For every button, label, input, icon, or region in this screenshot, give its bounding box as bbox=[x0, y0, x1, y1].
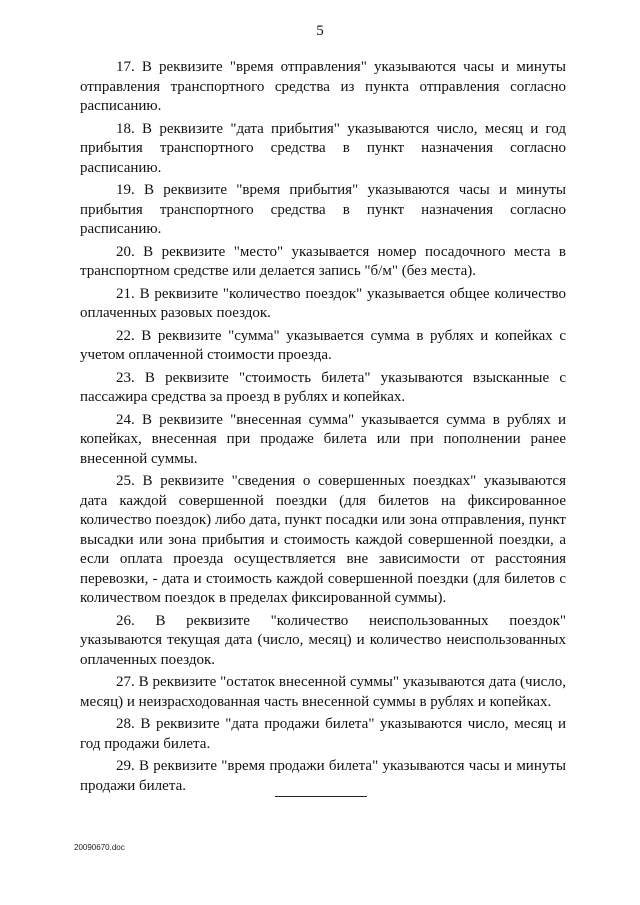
paragraph-22: 22. В реквизите "сумма" указывается сумма в рублях и копейках с учетом оплаченной стоимости проезда. bbox=[80, 327, 566, 363]
paragraph-18: 18. В реквизите "дата прибытия" указываются число, месяц и год прибытия транспортного средства в пункт назначения согласно расписанию. bbox=[80, 120, 566, 176]
paragraph-27: 27. В реквизите "остаток внесенной суммы" указываются дата (число, месяц) и неизрасходованная часть внесенной суммы в рублях и копейках. bbox=[80, 674, 566, 710]
paragraph-28: 28. В реквизите "дата продажи билета" указываются число, месяц и год продажи билета. bbox=[80, 716, 566, 752]
paragraph-24: 24. В реквизите "внесенная сумма" указывается сумма в рублях и копейках, внесенная при продаже билета или при пополнении ранее внесенной суммы. bbox=[80, 411, 566, 467]
paragraph-21: 21. В реквизите "количество поездок" указывается общее количество оплаченных разовых поездок. bbox=[80, 285, 566, 321]
paragraph-23: 23. В реквизите "стоимость билета" указываются взысканные с пассажира средства за проезд в рублях и копейках. bbox=[80, 369, 566, 405]
paragraph-29: 29. В реквизите "время продажи билета" указываются часы и минуты продажи билета. bbox=[80, 758, 566, 794]
page-number: 5 bbox=[316, 23, 324, 39]
paragraph-26: 26. В реквизите "количество неиспользованных поездок" указываются текущая дата (число, месяц) и количество неиспользованных оплаченных поездок. bbox=[80, 612, 566, 668]
end-divider-line bbox=[275, 796, 367, 797]
document-body bbox=[80, 58, 566, 799]
paragraph-20: 20. В реквизите "место" указывается номер посадочного места в транспортном средстве или делается запись "б/м" (без места). bbox=[80, 243, 566, 279]
paragraph-25: 25. В реквизите "сведения о совершенных поездках" указываются дата каждой совершенной поездки (для билетов на фиксированное количество поездок) либо дата, пункт посадки или зона отправления, пункт высадки или зона прибытия и стоимость каждой совершенной поездки, а если оплата проезда осуществляется вне зависимости от расстояния перевозки, - дата и стоимость каждой совершенной поездки (для билетов с количеством поездок в пределах фиксированной суммы). bbox=[80, 473, 566, 606]
footer-filename: 20090670.doc bbox=[74, 843, 125, 852]
paragraph-19: 19. В реквизите "время прибытия" указываются часы и минуты прибытия транспортного средства в пункт назначения согласно расписанию. bbox=[80, 182, 566, 237]
paragraph-17: 17. В реквизите "время отправления" указываются часы и минуты отправления транспортного средства из пункта отправления согласно расписанию. bbox=[80, 59, 566, 114]
